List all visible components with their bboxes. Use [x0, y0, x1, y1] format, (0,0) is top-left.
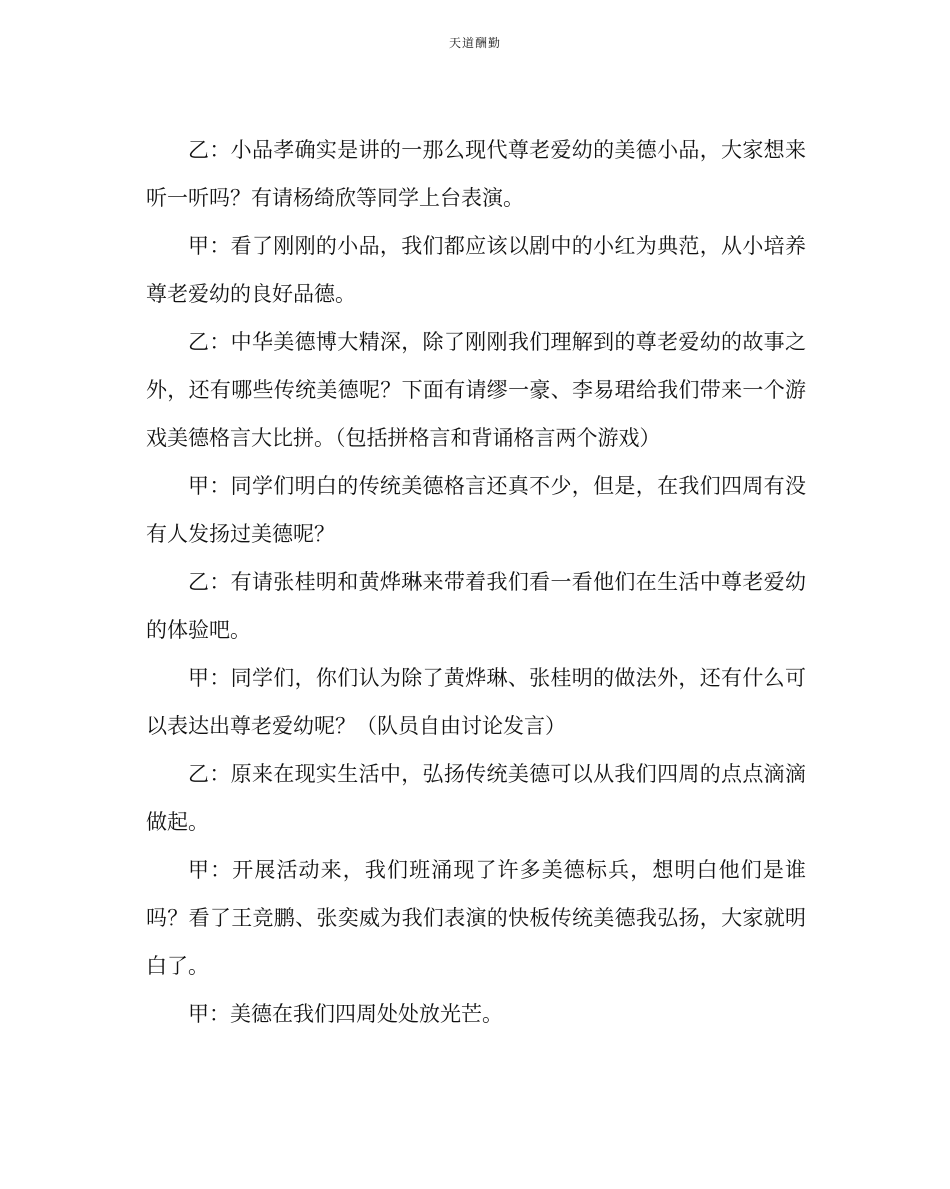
page-header: 天道酬勤: [448, 36, 501, 50]
paragraph: 乙：有请张桂明和黄烨琳来带着我们看一看他们在生活中尊老爱幼的体验吧。: [146, 570, 806, 642]
paragraph: 甲：看了刚刚的小品，我们都应该以剧中的小红为典范，从小培养尊老爱幼的良好品德。: [146, 234, 806, 306]
paragraph: 甲：同学们明白的传统美德格言还真不少，但是，在我们四周有没有人发扬过美德呢？: [146, 474, 806, 546]
paragraph: 甲：开展活动来，我们班涌现了许多美德标兵，想明白他们是谁吗？看了王竞鹏、张奕威为我们表演的快板传统美德我弘扬，大家就明白了。: [146, 858, 806, 978]
paragraph: 乙：中华美德博大精深，除了刚刚我们理解到的尊老爱幼的故事之外，还有哪些传统美德呢？下面有请缪一豪、李易珺给我们带来一个游戏美德格言大比拼。（包括拼格言和背诵格言两个游戏）: [146, 330, 806, 450]
paragraph: 甲：美德在我们四周处处放光芒。: [188, 1002, 503, 1026]
document-body: [146, 126, 806, 1038]
paragraph: 乙：小品孝确实是讲的一那么现代尊老爱幼的美德小品，大家想来听一听吗？有请杨绮欣等同学上台表演。: [146, 138, 806, 210]
paragraph: 甲：同学们，你们认为除了黄烨琳、张桂明的做法外，还有什么可以表达出尊老爱幼呢？（队员自由讨论发言）: [146, 666, 806, 738]
paragraph: 乙：原来在现实生活中，弘扬传统美德可以从我们四周的点点滴滴做起。: [146, 762, 806, 834]
